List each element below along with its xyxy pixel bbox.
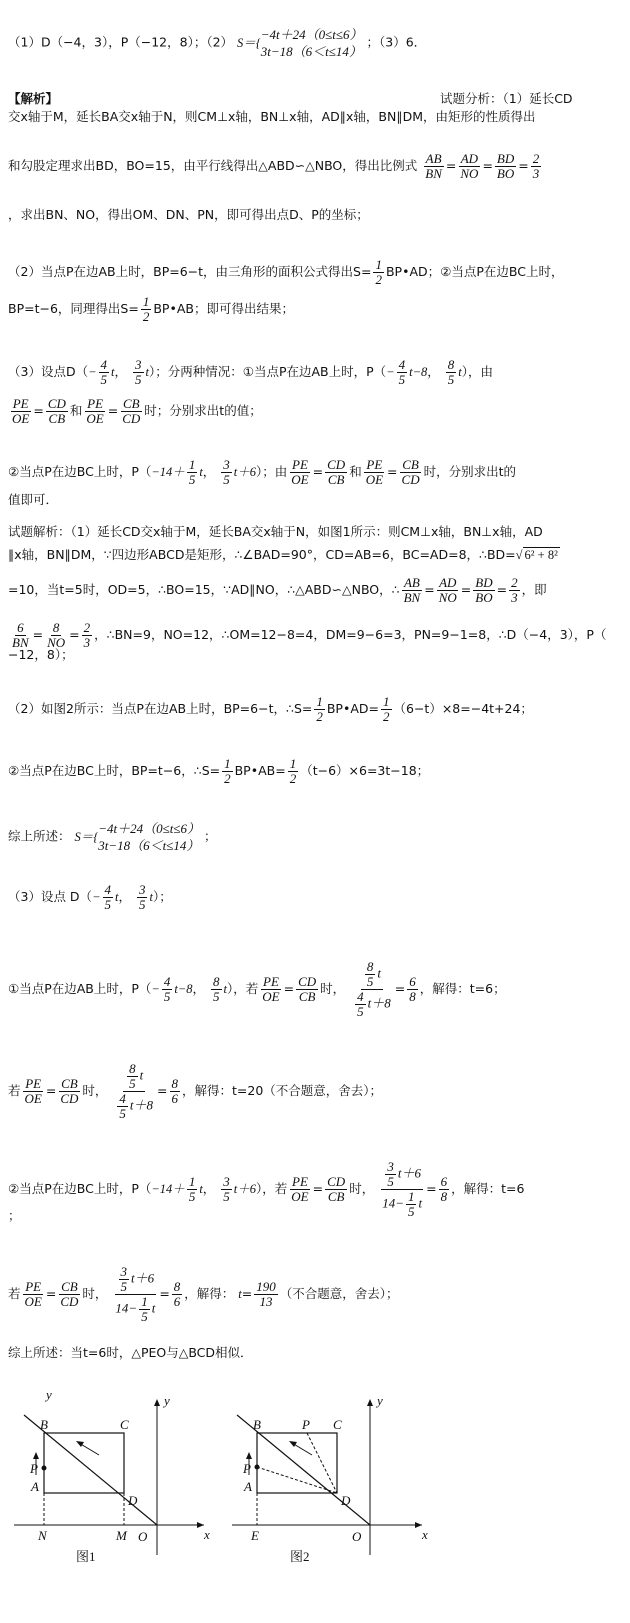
label-p: P	[30, 1461, 38, 1476]
analysis-tag: 【解析】	[8, 91, 59, 106]
analysis-line: BP=t−6，同理得出S= $\frac{1}{2}$ BP•AB；即可得出结果；	[8, 294, 294, 324]
analysis-line: $\frac{PE}{OE}$ = $\frac{CD}{CB}$ 和 $\frac{PE}{OE}$ = $\frac{CB}{CD}$ 时；分别求出t的值；	[12, 396, 262, 426]
answer-line: （1）D（−4，3），P（−12，8）；（2） S＝{ −4t＋24（0≤t≤6） 3t−18（6＜t≤14） ；（3）6．	[8, 27, 427, 59]
label-x: x	[204, 1527, 210, 1542]
label-o: O	[352, 1529, 362, 1544]
label-y: y	[46, 1393, 52, 1402]
solution-line: −12，8）；	[8, 647, 74, 662]
solution-line: 综上所述：当t=6时，△PEO与△BCD相似．	[8, 1345, 253, 1360]
label-y: y	[377, 1393, 383, 1408]
label-c: C	[120, 1417, 129, 1432]
solution-line: ②当点P在边BC上时，P（−14＋ $\frac{1}{5}$ t， $\frac{3}{5}$ t＋6），若 $\frac{PE}{OE}$ = $\frac{CD}{CB}$ 时， $\frac{3}{5}$ t＋6 14− $\frac{1}{5}$ t = $\frac{6}{8}$ ，解得：t=6	[8, 1159, 525, 1219]
figure-1-caption: 图1	[76, 1549, 96, 1564]
label-o: O	[138, 1529, 148, 1544]
analysis-line: 值即可．	[8, 492, 59, 507]
analysis-line: （2）当点P在边AB上时，BP=6−t，由三角形的面积公式得出S= $\frac{1}{2}$ BP•AD；②当点P在边BC上时，	[8, 257, 564, 287]
solution-line: ①当点P在边AB上时，P（− $\frac{4}{5}$ t−8， $\frac{8}{5}$ t），若 $\frac{PE}{OE}$ = $\frac{CD}{CB}$ 时， $\frac{8}{5}$ t $\frac{4}{5}$ t＋8 = $\frac{6}{8}$ ，解得：t=6；	[8, 959, 506, 1019]
label-n: N	[38, 1528, 47, 1543]
label-x: x	[422, 1527, 428, 1542]
label-a: A	[244, 1479, 252, 1494]
label-p: P	[243, 1461, 251, 1476]
solution-line: 试题解析：（1）延长CD交x轴于M，延长BA交x轴于N，如图1所示：则CM⊥x轴，BN⊥x轴，AD	[8, 524, 543, 539]
solution-line: =10，当t=5时，OD=5，∴BO=15，∵AD∥NO，∴△ABD∽△NBO，∴ $\frac{AB}{BN}$ = $\frac{AD}{NO}$ = $\frac{BD}{BO}$ = $\frac{2}{3}$ ，即	[8, 575, 547, 605]
label-p: P	[302, 1417, 310, 1432]
analysis-head: 试题分析：（1）延长CD	[440, 91, 573, 106]
label-d: D	[128, 1493, 138, 1508]
analysis-line: （3）设点D（− $\frac{4}{5}$ t， $\frac{3}{5}$ t）；分两种情况：①当点P在边AB上时，P（− $\frac{4}{5}$ t−8， $\frac{8}{5}$ t），由	[8, 357, 494, 387]
label-b: B	[40, 1417, 48, 1432]
solution-line: ∥x轴，BN∥DM，∵四边形ABCD是矩形，∴∠BAD=90°，CD=AB=6，BC=AD=8，∴BD=√ 6² + 8²	[8, 547, 558, 562]
solution-line: 综上所述： S＝{ −4t＋24（0≤t≤6） 3t−18（6＜t≤14） ；	[8, 821, 217, 853]
figure-2-caption: 图2	[290, 1549, 310, 1564]
solution-line: $\frac{6}{BN}$ = $\frac{8}{NO}$ = $\frac{2}{3}$ ，∴BN=9，NO=12，∴OM=12−8=4，DM=9−6=3，PN=9−1=8，∴D（−4，3），P（	[12, 620, 607, 650]
piecewise-s: S＝{ −4t＋24（0≤t≤6） 3t−18（6＜t≤14）	[237, 27, 363, 59]
label-d: D	[341, 1493, 351, 1508]
figure-2-diagram	[232, 1393, 442, 1571]
solution-line: （2）如图2所示：当点P在边AB上时，BP=6−t，∴S= $\frac{1}{2}$ BP•AD= $\frac{1}{2}$ （6−t）×8=−4t+24；	[8, 694, 533, 724]
solution-line: 若 $\frac{PE}{OE}$ = $\frac{CB}{CD}$ 时， $\frac{8}{5}$ t $\frac{4}{5}$ t＋8 = $\frac{8}{6}$ ，解得：t=20（不合题意，舍去）；	[8, 1061, 383, 1121]
analysis-line: 交x轴于M，延长BA交x轴于N，则CM⊥x轴，BN⊥x轴，AD∥x轴，BN∥DM，由矩形的性质得出	[8, 109, 536, 124]
label-e: E	[251, 1528, 259, 1543]
solution-line: 若 $\frac{PE}{OE}$ = $\frac{CB}{CD}$ 时， $\frac{3}{5}$ t＋6 14− $\frac{1}{5}$ t = $\frac{8}{6}$ ，解得： t= $\frac{190}{13}$ （不合题意，舍去）；	[8, 1264, 399, 1324]
label-b: B	[253, 1417, 261, 1432]
analysis-line: ，求出BN、NO，得出OM、DN、PN，即可得出点D、P的坐标；	[8, 207, 369, 222]
label-c: C	[333, 1417, 342, 1432]
solution-line: ；	[8, 1208, 21, 1223]
analysis-line: ②当点P在边BC上时，P（−14＋ $\frac{1}{5}$ t， $\frac{3}{5}$ t＋6）；由 $\frac{PE}{OE}$ = $\frac{CD}{CB}$ 和 $\frac{PE}{OE}$ = $\frac{CB}{CD}$ 时，分别求出t的	[8, 457, 516, 487]
label-m: M	[116, 1528, 127, 1543]
solution-line: ②当点P在边BC上时，BP=t−6，∴S= $\frac{1}{2}$ BP•AB= $\frac{1}{2}$ （t−6）×6=3t−18；	[8, 756, 430, 786]
label-a: A	[31, 1479, 39, 1494]
figure-1-diagram	[14, 1393, 224, 1571]
label-y: y	[164, 1393, 170, 1408]
solution-line: （3）设点 D（− $\frac{4}{5}$ t， $\frac{3}{5}$ t）；	[8, 882, 172, 912]
analysis-line: 和勾股定理求出BD，BO=15，由平行线得出△ABD∽△NBO，得出比例式 $\frac{AB}{BN}$ = $\frac{AD}{NO}$ = $\frac{BD}{BO}$ = $\frac{2}{3}$	[8, 151, 540, 181]
